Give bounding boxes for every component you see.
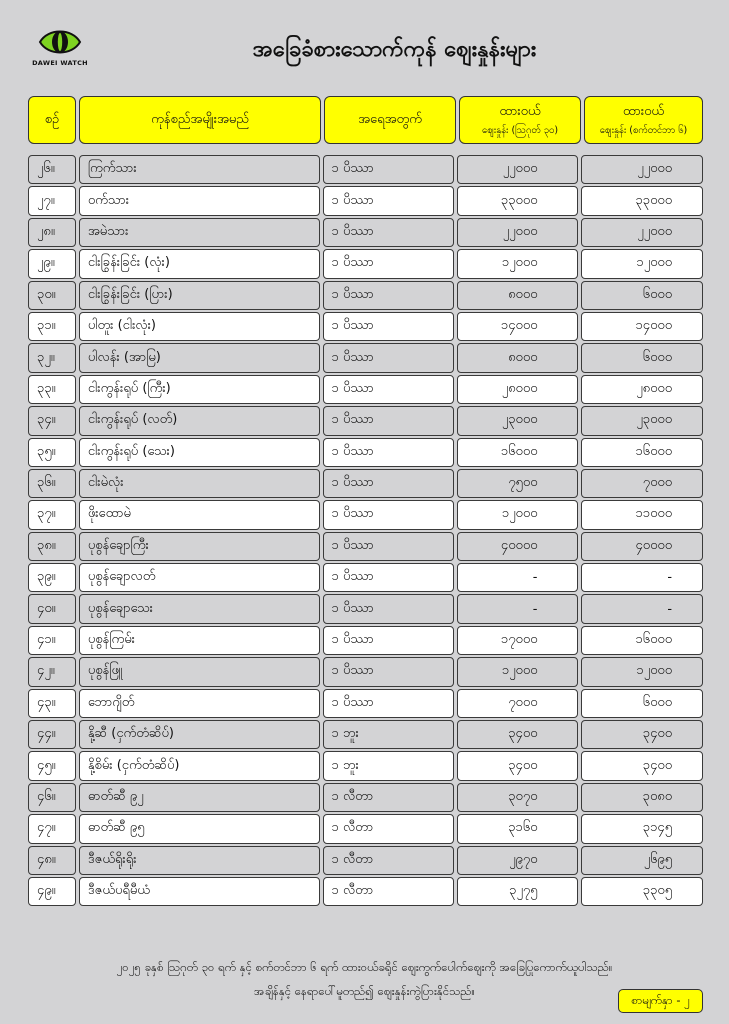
table-row: [28, 782, 703, 813]
unit-cell: ၁ ပိဿာ: [323, 312, 454, 341]
item-name-cell: ကြက်သား: [79, 155, 320, 184]
row-number-cell: ၃၄။: [28, 406, 76, 435]
price-aug-cell: ၂၂၀၀၀: [457, 218, 579, 247]
table-row: [28, 719, 703, 750]
unit-cell: ၁ လီတာ: [323, 783, 454, 812]
table-row: [28, 562, 703, 593]
unit-cell: ၁ ပိဿာ: [323, 343, 454, 372]
dawei-watch-logo: [28, 26, 92, 76]
row-number-cell: ၃၂။: [28, 343, 76, 372]
table-row: [28, 750, 703, 781]
unit-cell: ၁ ပိဿာ: [323, 406, 454, 435]
price-sep-cell: -: [581, 594, 703, 623]
price-sep-cell: ၁၆၀၀၀: [581, 438, 703, 467]
price-sep-cell: -: [581, 563, 703, 592]
footer-note: [30, 955, 699, 1003]
item-name-cell: နို့ဆီ (ငှက်တံဆိပ်): [79, 720, 320, 749]
price-sep-cell: ၇၀၀၀: [581, 469, 703, 498]
table-row: [28, 593, 703, 624]
row-number-cell: ၄၄။: [28, 720, 76, 749]
header-name: [79, 96, 321, 144]
item-name-cell: ပုစွန်ကြမ်း: [79, 626, 320, 655]
table-row: [28, 405, 703, 436]
header-unit: [324, 96, 456, 144]
price-aug-cell: ၁၆၀၀၀: [457, 438, 579, 467]
page-number: စာမျက်နှာ - ၂: [631, 992, 690, 1007]
price-aug-cell: ၃၄၀၀: [457, 720, 579, 749]
item-name-cell: ဘောဂျိတ်: [79, 689, 320, 718]
item-name-cell: ဓာတ်ဆီ ၉၅: [79, 814, 320, 843]
price-sep-cell: ၁၄၀၀၀: [581, 312, 703, 341]
price-table: [28, 154, 703, 907]
row-number-cell: ၄၆။: [28, 783, 76, 812]
table-row: [28, 280, 703, 311]
row-number-cell: ၃၀။: [28, 281, 76, 310]
table-row: [28, 845, 703, 876]
price-aug-cell: ၁၇၀၀၀: [457, 626, 579, 655]
price-aug-cell: -: [457, 563, 579, 592]
price-aug-cell: ၁၂၀၀၀: [457, 500, 579, 529]
unit-cell: ၁ ပိဿာ: [323, 594, 454, 623]
table-row: [28, 688, 703, 719]
row-number-cell: ၃၆။: [28, 469, 76, 498]
table-row: [28, 625, 703, 656]
header-no-label: စဉ်: [44, 111, 60, 127]
header-price-aug-sub: ဈေးနှုန်း (ဩဂုတ် ၃၀): [481, 124, 559, 136]
row-number-cell: ၄၅။: [28, 751, 76, 780]
footer-line-1: ၂၀၂၅ ခုနှစ် ဩဂုတ် ၃၀ ရက် နှင့် စက်တင်ဘာ ၆ ရက် ထားဝယ်ခရိုင် ဈေးကွက်ပေါက်ဈေးကို အခြေပြုကောက်ယူပါသည်။: [116, 960, 613, 974]
price-aug-cell: ၂၉၇၀: [457, 846, 579, 875]
item-name-cell: ဝက်သား: [79, 186, 320, 215]
item-name-cell: ငါးခြွန်းခြင်း (ပြား): [79, 281, 320, 310]
row-number-cell: ၂၈။: [28, 218, 76, 247]
price-sep-cell: ၃၃၀၅: [581, 877, 703, 906]
price-sep-cell: ၆၀၀၀: [581, 281, 703, 310]
unit-cell: ၁ ပိဿာ: [323, 532, 454, 561]
unit-cell: ၁ ဘူး: [323, 751, 454, 780]
unit-cell: ၁ ပိဿာ: [323, 155, 454, 184]
price-sep-cell: ၃၄၀၀: [581, 720, 703, 749]
price-aug-cell: ၁၂၀၀၀: [457, 657, 579, 686]
table-row: [28, 342, 703, 373]
item-name-cell: ဖိုးထောမဲ: [79, 500, 320, 529]
table-row: [28, 374, 703, 405]
table-row: [28, 876, 703, 907]
header-name-label: ကုန်စည်အမျိုးအမည်: [151, 111, 249, 127]
price-aug-cell: ၁၂၀၀၀: [457, 249, 579, 278]
price-sep-cell: ၃၃၀၀၀: [581, 186, 703, 215]
row-number-cell: ၄၈။: [28, 846, 76, 875]
unit-cell: ၁ ပိဿာ: [323, 186, 454, 215]
price-sep-cell: ၂၆၉၅: [581, 846, 703, 875]
unit-cell: ၁ ပိဿာ: [323, 375, 454, 404]
price-sep-cell: ၂၃၀၀၀: [581, 406, 703, 435]
price-aug-cell: ၂၃၀၀၀: [457, 406, 579, 435]
unit-cell: ၁ ပိဿာ: [323, 563, 454, 592]
price-sep-cell: ၁၂၀၀၀: [581, 249, 703, 278]
header-price-aug-title: ထားဝယ်: [499, 103, 541, 119]
item-name-cell: ဓာတ်ဆီ ၉၂: [79, 783, 320, 812]
price-sep-cell: ၃၁၄၅: [581, 814, 703, 843]
item-name-cell: ပုစွန်ဖြူ: [79, 657, 320, 686]
price-aug-cell: ၇၀၀၀: [457, 689, 579, 718]
price-aug-cell: ၈၀၀၀: [457, 281, 579, 310]
item-name-cell: ငါးကွန်းရုပ် (လတ်): [79, 406, 320, 435]
item-name-cell: ပုစွန်ချောသေး: [79, 594, 320, 623]
price-aug-cell: ၈၀၀၀: [457, 343, 579, 372]
page-title: အခြေခံစားသောက်ကုန် ဈေးနှုန်းများ: [252, 37, 537, 62]
item-name-cell: အမဲသား: [79, 218, 320, 247]
price-aug-cell: ၇၅၀၀: [457, 469, 579, 498]
item-name-cell: ဒီဇယ်ပရီမီယံ: [79, 877, 320, 906]
item-name-cell: ဒီဇယ်ရိုးရိုး: [79, 846, 320, 875]
header-price-sep-title: ထားဝယ်: [622, 103, 665, 119]
row-number-cell: ၄၁။: [28, 626, 76, 655]
price-sep-cell: ၄၀၀၀၀: [581, 532, 703, 561]
table-row: [28, 311, 703, 342]
header-unit-label: အရေအတွက်: [358, 111, 422, 127]
item-name-cell: နို့စိမ်း (ငှက်တံဆိပ်): [79, 751, 320, 780]
price-sep-cell: ၆၀၀၀: [581, 343, 703, 372]
table-row: [28, 437, 703, 468]
row-number-cell: ၃၈။: [28, 532, 76, 561]
table-row: [28, 499, 703, 530]
eye-icon: [38, 26, 82, 58]
row-number-cell: ၄၂။: [28, 657, 76, 686]
price-sep-cell: ၁၂၀၀၀: [581, 657, 703, 686]
unit-cell: ၁ လီတာ: [323, 846, 454, 875]
item-name-cell: ငါးမဲလုံး: [79, 469, 320, 498]
unit-cell: ၁ ပိဿာ: [323, 469, 454, 498]
row-number-cell: ၄၀။: [28, 594, 76, 623]
unit-cell: ၁ ပိဿာ: [323, 281, 454, 310]
price-aug-cell: ၃၀၇၀: [457, 783, 579, 812]
item-name-cell: ပုစွန်ချောလတ်: [79, 563, 320, 592]
row-number-cell: ၃၉။: [28, 563, 76, 592]
unit-cell: ၁ ပိဿာ: [323, 218, 454, 247]
item-name-cell: ပုစွန်ချောကြီး: [79, 532, 320, 561]
price-sep-cell: ၁၁၀၀၀: [581, 500, 703, 529]
row-number-cell: ၃၃။: [28, 375, 76, 404]
price-aug-cell: ၃၃၀၀၀: [457, 186, 579, 215]
item-name-cell: ပါတူး (ငါးလုံး): [79, 312, 320, 341]
price-aug-cell: -: [457, 594, 579, 623]
row-number-cell: ၃၇။: [28, 500, 76, 529]
unit-cell: ၁ ပိဿာ: [323, 500, 454, 529]
row-number-cell: ၃၁။: [28, 312, 76, 341]
header-no: [28, 96, 76, 144]
header-price-sep-sub: ဈေးနှုန်း (စက်တင်ဘာ ၆): [599, 124, 688, 136]
unit-cell: ၁ လီတာ: [323, 877, 454, 906]
table-row: [28, 185, 703, 216]
item-name-cell: ငါးကွန်းရုပ် (ကြီး): [79, 375, 320, 404]
price-sep-cell: ၃၄၀၀: [581, 751, 703, 780]
unit-cell: ၁ လီတာ: [323, 814, 454, 843]
table-row: [28, 468, 703, 499]
price-sep-cell: ၂၂၀၀၀: [581, 155, 703, 184]
table-row: [28, 656, 703, 687]
item-name-cell: ငါးကွန်းရုပ် (သေး): [79, 438, 320, 467]
price-sep-cell: ၃၀၈၀: [581, 783, 703, 812]
row-number-cell: ၂၉။: [28, 249, 76, 278]
row-number-cell: ၃၅။: [28, 438, 76, 467]
unit-cell: ၁ ပိဿာ: [323, 689, 454, 718]
price-sep-cell: ၆၀၀၀: [581, 689, 703, 718]
unit-cell: ၁ ပိဿာ: [323, 657, 454, 686]
item-name-cell: ငါးခြွန်းခြင်း (လုံး): [79, 249, 320, 278]
unit-cell: ၁ ပိဿာ: [323, 249, 454, 278]
table-row: [28, 531, 703, 562]
price-aug-cell: ၃၁၆၀: [457, 814, 579, 843]
table-row: [28, 248, 703, 279]
table-row: [28, 217, 703, 248]
page-number-badge: [618, 989, 703, 1013]
price-aug-cell: ၁၄၀၀၀: [457, 312, 579, 341]
header-price-sep: [584, 96, 703, 144]
price-sep-cell: ၂၈၀၀၀: [581, 375, 703, 404]
row-number-cell: ၄၃။: [28, 689, 76, 718]
row-number-cell: ၄၉။: [28, 877, 76, 906]
footer-line-2: အချိန်နှင့် နေရာပေါ်မူတည်၍ ဈေးနှုန်းကွဲပြားနိုင်သည်။: [254, 984, 475, 998]
price-aug-cell: ၃၂၇၅: [457, 877, 579, 906]
row-number-cell: ၄၇။: [28, 814, 76, 843]
unit-cell: ၁ ဘူး: [323, 720, 454, 749]
price-aug-cell: ၃၄၀၀: [457, 751, 579, 780]
table-row: [28, 154, 703, 185]
item-name-cell: ပါလန်း (အာမြ): [79, 343, 320, 372]
price-aug-cell: ၂၂၀၀၀: [457, 155, 579, 184]
price-sep-cell: ၂၂၀၀၀: [581, 218, 703, 247]
price-sep-cell: ၁၆၀၀၀: [581, 626, 703, 655]
header-price-aug: [459, 96, 581, 144]
unit-cell: ၁ ပိဿာ: [323, 438, 454, 467]
table-row: [28, 813, 703, 844]
row-number-cell: ၂၇။: [28, 186, 76, 215]
row-number-cell: ၂၆။: [28, 155, 76, 184]
price-aug-cell: ၂၈၀၀၀: [457, 375, 579, 404]
price-aug-cell: ၄၀၀၀၀: [457, 532, 579, 561]
logo-text: DAWEI WATCH: [32, 59, 88, 67]
unit-cell: ၁ ပိဿာ: [323, 626, 454, 655]
